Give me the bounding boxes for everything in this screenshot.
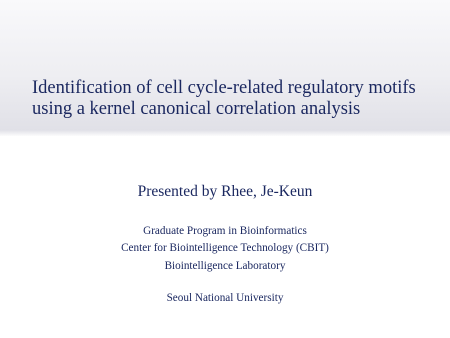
slide-title-line-2: using a kernel canonical correlation analysis bbox=[32, 99, 361, 119]
slide-title bbox=[32, 78, 444, 120]
affiliation-university: Seoul National University bbox=[166, 292, 284, 304]
slide-title-line-1: Identification of cell cycle-related regulatory motifs bbox=[32, 78, 416, 98]
affiliation-laboratory: Biointelligence Laboratory bbox=[164, 260, 286, 272]
presenter-line: Presented by Rhee, Je-Keun bbox=[137, 183, 313, 200]
affiliation-program: Graduate Program in Bioinformatics bbox=[143, 225, 307, 237]
affiliation-center: Center for Biointelligence Technology (CBIT) bbox=[121, 242, 329, 254]
